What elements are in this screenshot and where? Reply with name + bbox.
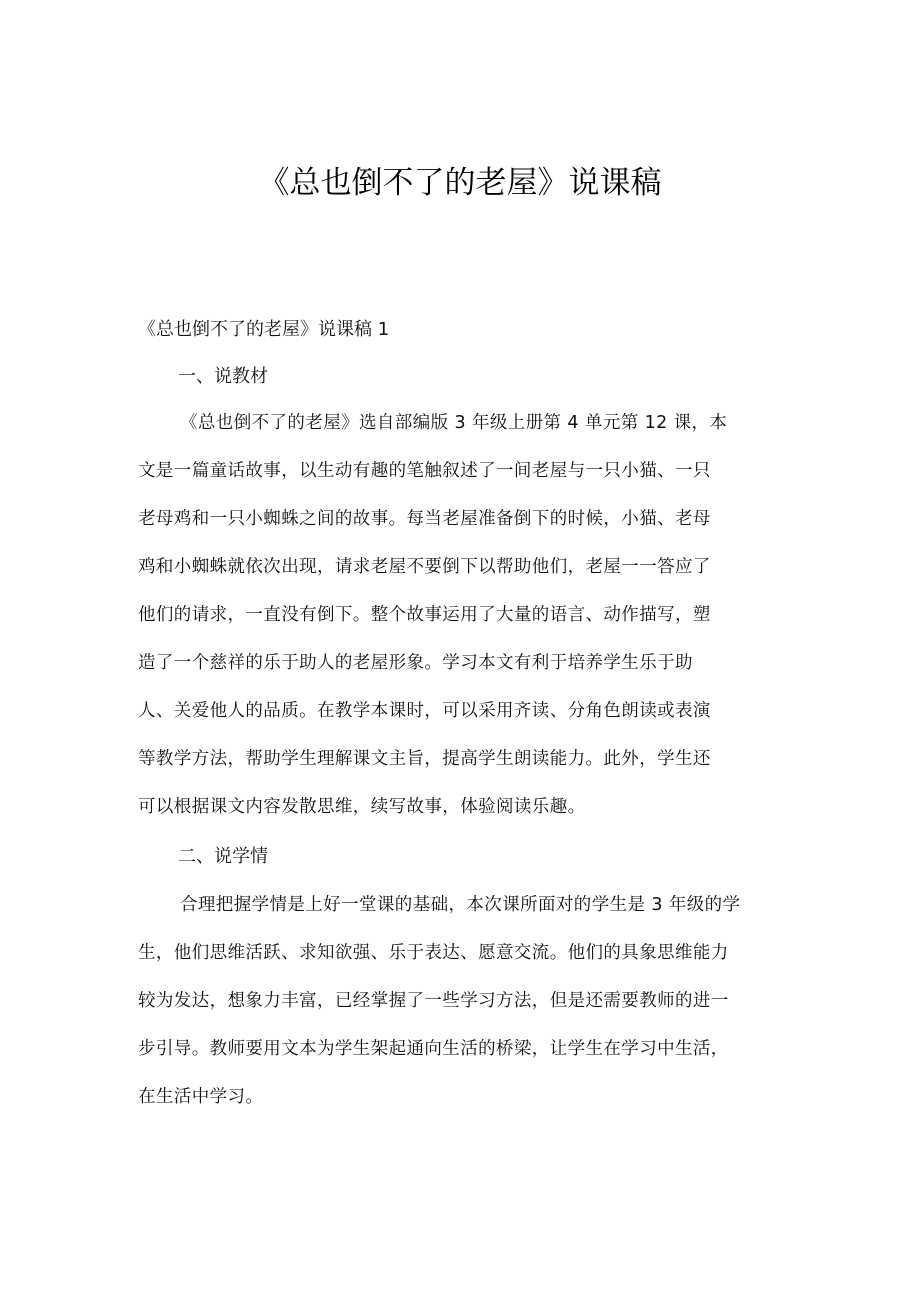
paragraph-line: 《总也倒不了的老屋》选自部编版 3 年级上册第 4 单元第 12 课，本	[180, 413, 728, 433]
section-heading-textbook: 一、说教材	[178, 366, 268, 387]
paragraph-line: 人、关爱他人的品质。在教学本课时，可以采用齐读、分角色朗读或表演	[138, 701, 711, 721]
paragraph-line: 步引导。教师要用文本为学生架起通向生活的桥梁，让学生在学习中生活，	[138, 1039, 729, 1059]
paragraph-line: 鸡和小蜘蛛就依次出现，请求老屋不要倒下以帮助他们，老屋一一答应了	[138, 557, 711, 577]
section-paragraph-students	[138, 881, 788, 1121]
document-title: 《总也倒不了的老屋》说课稿	[258, 165, 662, 201]
paragraph-line: 在生活中学习。	[138, 1087, 264, 1107]
paragraph-line: 他们的请求，一直没有倒下。整个故事运用了大量的语言、动作描写，塑	[138, 605, 711, 625]
section-paragraph-textbook	[138, 399, 788, 831]
paragraph-line: 等教学方法，帮助学生理解课文主旨，提高学生朗读能力。此外，学生还	[138, 749, 711, 769]
paragraph-line: 合理把握学情是上好一堂课的基础，本次课所面对的学生是 3 年级的学	[180, 895, 741, 915]
paragraph-line: 造了一个慈祥的乐于助人的老屋形象。学习本文有利于培养学生乐于助	[138, 653, 693, 673]
paragraph-line: 文是一篇童话故事，以生动有趣的笔触叙述了一间老屋与一只小猫、一只	[138, 461, 711, 481]
paragraph-line: 可以根据课文内容发散思维，续写故事，体验阅读乐趣。	[138, 797, 586, 817]
paragraph-line: 生，他们思维活跃、求知欲强、乐于表达、愿意交流。他们的具象思维能力	[138, 943, 729, 963]
paragraph-line: 老母鸡和一只小蜘蛛之间的故事。每当老屋准备倒下的时候，小猫、老母	[138, 509, 711, 529]
paragraph-line: 较为发达，想象力丰富，已经掌握了一些学习方法，但是还需要教师的进一	[138, 991, 729, 1011]
document-subtitle: 《总也倒不了的老屋》说课稿 1	[138, 319, 390, 340]
section-heading-students: 二、说学情	[178, 846, 268, 867]
